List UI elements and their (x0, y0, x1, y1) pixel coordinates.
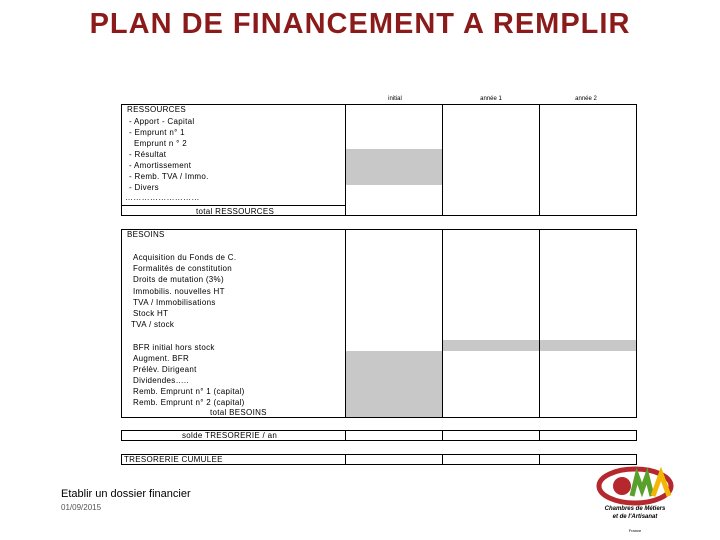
footer-date: 01/09/2015 (61, 503, 102, 512)
besoins-item: Stock HT (133, 309, 169, 318)
besoins-item: Acquisition du Fonds de C. (133, 253, 237, 262)
column-header-initial: initial (388, 96, 402, 102)
besoins-item: BFR initial hors stock (133, 343, 215, 352)
ressources-item: ……………………… (125, 193, 200, 202)
solde-label: solde TRESORERIE / an (182, 431, 278, 440)
besoins-item: Remb. Emprunt n° 2 (capital) (133, 398, 245, 407)
besoins-heading: BESOINS (127, 230, 165, 239)
logo-line-2: et de l'Artisanat (612, 514, 658, 520)
ressources-heading: RESSOURCES (127, 105, 187, 114)
besoins-item: Remb. Emprunt n° 1 (capital) (133, 387, 245, 396)
besoins-item: TVA / stock (131, 320, 175, 329)
besoins-item: Formalités de constitution (133, 264, 232, 273)
besoins-item: TVA / Immobilisations (133, 298, 216, 307)
besoins-item: Dividendes….. (133, 376, 189, 385)
ressources-item: Emprunt n ° 2 (129, 139, 187, 148)
besoins-item: Immobilis. nouvelles HT (133, 287, 225, 296)
besoins-total-label: total BESOINS (210, 408, 267, 417)
page-title: PLAN DE FINANCEMENT A REMPLIR (89, 8, 631, 40)
cma-logo-icon (595, 466, 675, 510)
footer-link[interactable]: Etablir un dossier financier (61, 488, 191, 500)
cumule-label: TRESORERIE CUMULEE (124, 455, 223, 464)
ressources-item: - Divers (129, 183, 159, 192)
column-header-annee-1: année 1 (480, 96, 502, 102)
besoins-item: Augment. BFR (133, 354, 190, 363)
ressources-item: - Amortissement (129, 161, 192, 170)
column-header-annee-2: année 2 (575, 96, 597, 102)
cma-logo (595, 466, 675, 536)
besoins-item: Droits de mutation (3%) (133, 275, 224, 284)
ressources-item: - Remb. TVA / Immo. (129, 172, 209, 181)
logo-line-1: Chambres de Métiers (604, 506, 666, 512)
ressources-item: - Emprunt n° 1 (129, 128, 185, 137)
logo-line-3: France (628, 528, 642, 533)
ressources-item: - Résultat (129, 150, 167, 159)
besoins-item: Prélèv. Dirigeant (133, 365, 197, 374)
ressources-item: - Apport - Capital (129, 117, 195, 126)
ressources-total-label: total RESSOURCES (196, 207, 275, 216)
